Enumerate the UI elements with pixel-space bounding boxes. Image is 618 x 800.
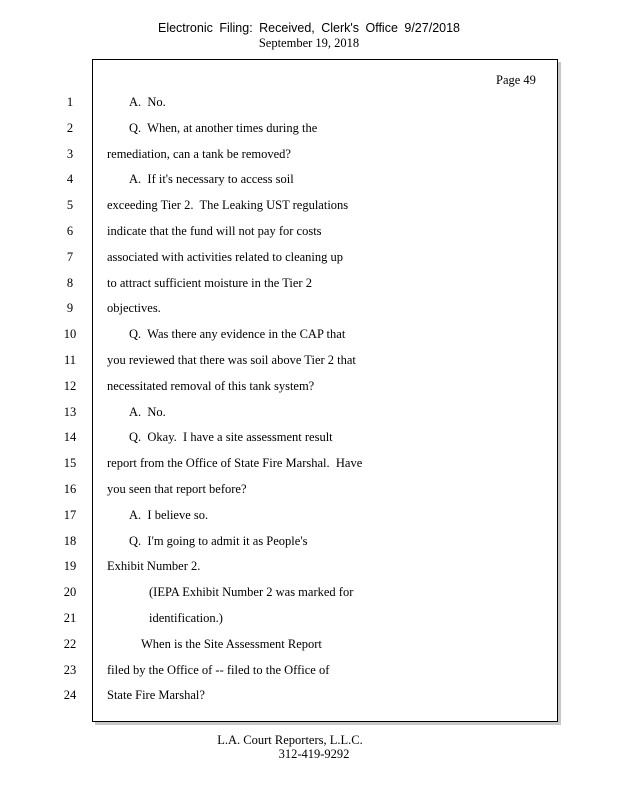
transcript-line: Exhibit Number 2. [107,559,201,573]
transcript-line: you reviewed that there was soil above Tier 2 that [107,353,356,367]
transcript-line: exceeding Tier 2. The Leaking UST regulations [107,198,349,212]
transcript-line: report from the Office of State Fire Marshal. Have [107,456,363,470]
transcript-line: A. I believe so. [129,508,209,522]
line-number: 24 [63,688,77,702]
footer-phone: 312-419-9292 [278,747,350,761]
line-number: 14 [63,430,77,444]
transcript-line: to attract sufficient moisture in the Tier 2 [107,276,312,290]
transcript-line: A. No. [129,405,166,419]
filing-date: September 19, 2018 [258,36,360,50]
line-number: 7 [66,250,74,264]
line-number: 16 [63,482,77,496]
transcript-line: indicate that the fund will not pay for costs [107,224,322,238]
line-number: 9 [66,301,74,315]
line-number: 10 [63,327,77,341]
line-number: 13 [63,405,77,419]
transcript-line: A. No. [129,95,166,109]
filing-stamp: Electronic Filing: Received, Clerk's Office 9/27/2018 [157,21,460,35]
transcript-line: identification.) [149,611,223,625]
line-number: 5 [66,198,74,212]
line-number: 22 [63,637,77,651]
transcript-line: filed by the Office of -- filed to the Office of [107,663,330,677]
transcript-line: (IEPA Exhibit Number 2 was marked for [149,585,354,599]
line-number: 4 [66,172,74,186]
line-number: 17 [63,508,77,522]
transcript-line: A. If it's necessary to access soil [129,172,294,186]
page-number: Page 49 [496,73,536,87]
transcript-line: necessitated removal of this tank system? [107,379,315,393]
line-number: 20 [63,585,77,599]
line-number: 19 [63,559,77,573]
line-number: 11 [63,353,77,367]
line-number: 2 [66,121,74,135]
transcript-line: Q. Okay. I have a site assessment result [129,430,333,444]
line-number: 6 [66,224,74,238]
line-number: 15 [63,456,77,470]
transcript-line: Q. When, at another times during the [129,121,318,135]
transcript-line: remediation, can a tank be removed? [107,147,291,161]
transcript-line: State Fire Marshal? [107,688,205,702]
transcript-line: When is the Site Assessment Report [141,637,322,651]
transcript-line: objectives. [107,301,161,315]
line-number: 12 [63,379,77,393]
line-number: 23 [63,663,77,677]
footer-company: L.A. Court Reporters, L.L.C. [217,733,363,747]
line-number: 21 [63,611,77,625]
line-number: 3 [66,147,74,161]
transcript-line: Q. Was there any evidence in the CAP that [129,327,346,341]
line-number: 1 [66,95,74,109]
line-number: 8 [66,276,74,290]
transcript-line: Q. I'm going to admit it as People's [129,534,308,548]
transcript-line: you seen that report before? [107,482,247,496]
transcript-line: associated with activities related to cleaning up [107,250,344,264]
line-number: 18 [63,534,77,548]
